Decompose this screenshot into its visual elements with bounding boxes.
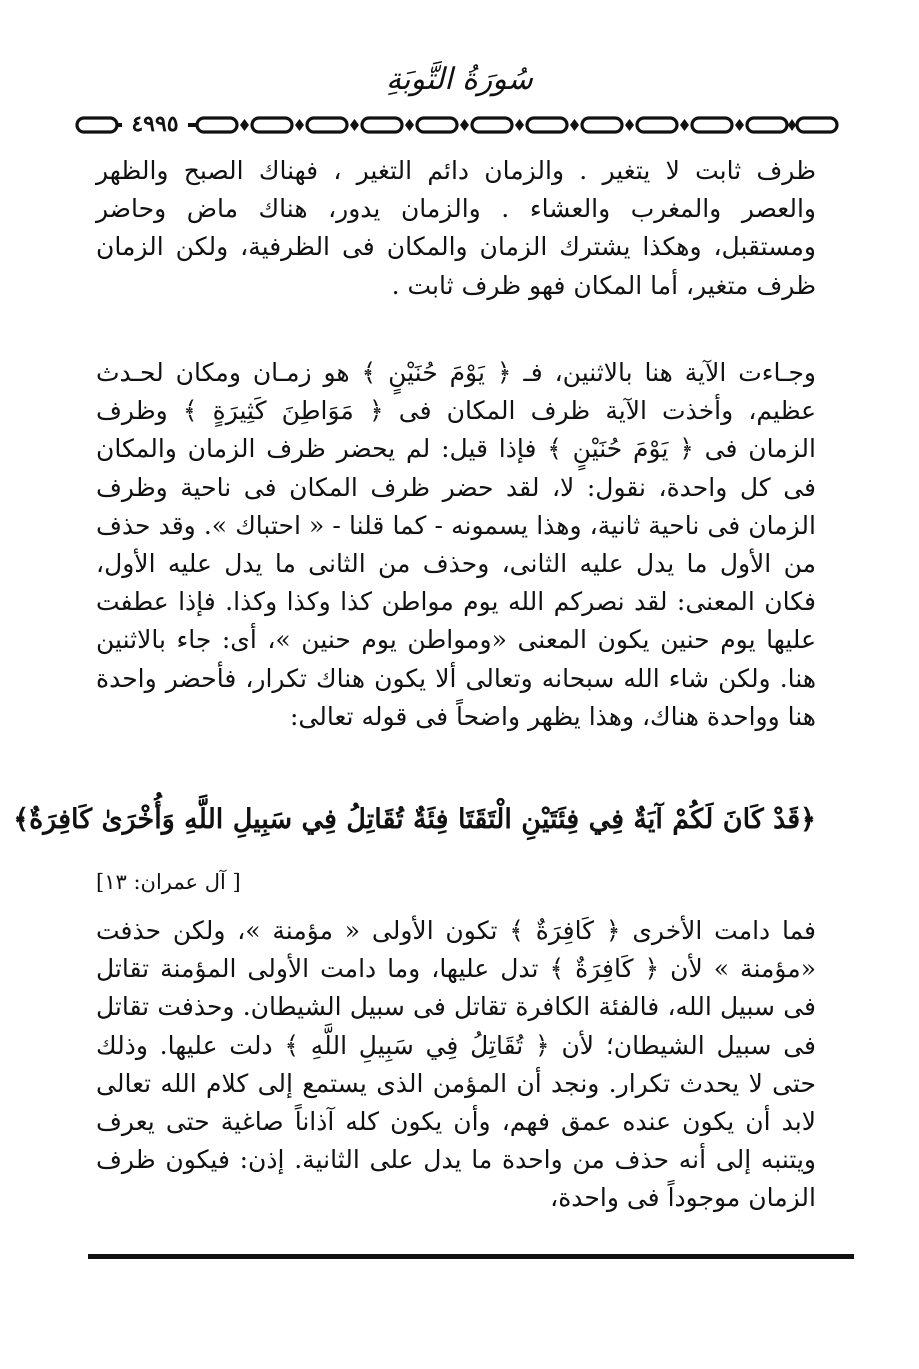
paragraph-3: فما دامت الأخرى ﴿ كَافِرَةٌ ﴾ تكون الأولى « مؤمنة »، ولكن حذفت «مؤمنة » لأن ﴿ كَافِرَةٌ ﴾ تدل عليها، وما دامت الأولى المؤمنة تقاتل فى سبيل الله، فالفئة الكافرة تقاتل فى سبيل الشيطان. وحذفت تقاتل فى سبيل الشيطان؛ لأن ﴿ تُقَاتِلُ فِي سَبِيلِ اللَّهِ ﴾ دلت عليها. وذلك حتى لا يحدث تكرار. ونجد أن المؤمن الذى يستمع إلى كلام الله تعالى لابد أن يكون عنده عمق فهم، وأن يكون كله آذاناً صاغية حتى يعرف ويتنبه إلى أنه حذف من واحدة ما يدل على الثانية. إذن: فيكون ظرف الزمان موجوداً فى واحدة، [96,916,816,1213]
page-number: ٤٩٩٥ [122,110,188,138]
quran-verse: ﴿قَدْ كَانَ لَكُمْ آيَةٌ فِي فِئَتَيْنِ الْتَقَتَا فِئَةٌ تُقَاتِلُ فِي سَبِيلِ اللَّهِ وَأُخْرَىٰ كَافِرَةٌ﴾ [13,804,816,835]
surah-title: سُورَةُ التَّوبَةِ [386,62,533,97]
header-ornament-border [75,114,840,136]
footer-rule [88,1254,854,1259]
paragraph-2: وجـاءت الآية هنا بالاثنين، فـ ﴿ يَوْمَ حُنَيْنٍ ﴾ هو زمـان ومكان لحـدث عظيم، وأخذت الآية ظرف المكان فى ﴿ مَوَاطِنَ كَثِيرَةٍ ﴾ وظرف الزمان فى ﴿ يَوْمَ حُنَيْنٍ ﴾ فإذا قيل: لم يحضر ظرف الزمان والمكان فى كل واحدة، نقول: لا، لقد حضر ظرف المكان فى ناحية وظرف الزمان فى ناحية ثانية، وهذا يسمونه - كما قلنا - « احتباك ». وقد حذف من الأول ما يدل عليه الثانى، وحذف من الثانى ما يدل عليه الأول، فكان المعنى: لقد نصركم الله يوم مواطن كذا وكذا وكذا. فإذا عطفت عليها يوم حنين يكون المعنى «ومواطن يوم حنين »، أى: جاء بالاثنين هنا. ولكن شاء الله سبحانه وتعالى ألا يكون هناك تكرار، فأحضر واحدة هنا وواحدة هناك، وهذا يظهر واضحاً فى قوله تعالى: [96,358,816,731]
verse-reference: [ آل عمران: ١٣] [96,870,241,894]
paragraph-1: ظرف ثابت لا يتغير . والزمان دائم التغير ، فهناك الصبح والظهر والعصر والمغرب والعشاء . والزمان يدور، هناك ماض وحاضر ومستقبل، وهكذا يشترك الزمان والمكان فى الظرفية، ولكن الزمان ظرف متغير، أما المكان فهو ظرف ثابت . [96,156,816,300]
